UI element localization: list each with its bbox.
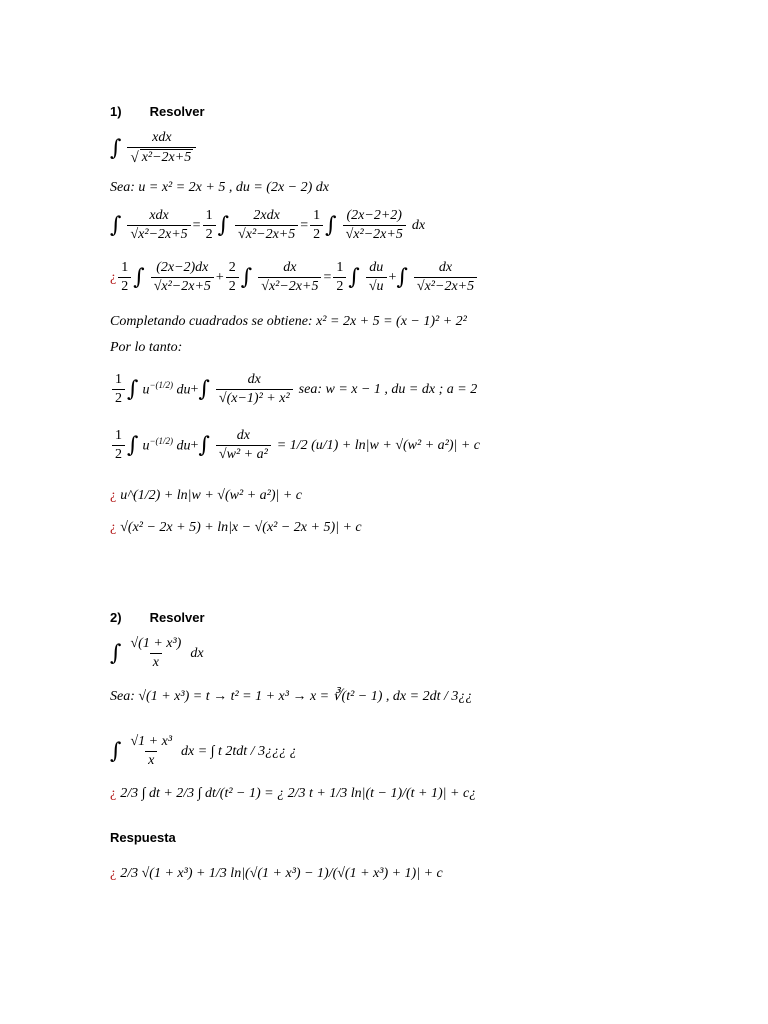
p2-step-2: ¿ 2/3 ∫ dt + 2/3 ∫ dt/(t² − 1) = ¿ 2/3 t + 1/3 ln|(t − 1)/(t + 1)| + c¿ <box>110 786 477 801</box>
answer-heading: Respuesta <box>110 830 176 845</box>
p1-integral-numerator: xdx <box>152 130 172 145</box>
p1-step-d: $\frac{1}{2}$ ∫ $u^{-(1/2)}$ du + ∫ $\frac{dx}{\text{√w² + a²}}$ = 1/2 (u/1) + ln|w + √(w² + a²)| + c <box>110 428 480 463</box>
p1-completing-squares: Completando cuadrados se obtiene: x² = 2x + 5 = (x − 1)² + 2² <box>110 314 467 329</box>
p2-integral-denominator: x <box>150 653 162 671</box>
p1-integral: ∫ xdx √ x²−2x+5 <box>110 130 198 167</box>
problem-number: 1) <box>110 104 122 119</box>
p1-therefore: Por lo tanto: <box>110 340 183 355</box>
p1-final-1: ¿ u^(1/2) + ln|w + √(w² + a²)| + c <box>110 488 303 503</box>
p1-step-d-result: = 1/2 (u/1) + ln|w + √(w² + a²)| + c <box>276 437 481 453</box>
p1-step-c: $\frac{1}{2}$ ∫ $u^{-(1/2)}$ du + ∫ $\frac{dx}{\text{√(x−1)² + x²}}$ sea: w = x − 1 , du = dx ; a = 2 <box>110 372 477 407</box>
problem-number: 2) <box>110 610 122 625</box>
p1-step-b: ¿ $\frac{1}{2}$ ∫ $\frac{(2x-2)dx}{\text{√x²−2x+5}}$ + $\frac{2}{2}$ ∫ $\frac{dx}{\text{√x²−2x+5}}$ = $\frac{1}{2}$ ∫ $\frac{du}{√u}$ + ∫ $\frac{dx}{\text{√x²−2x+5}}$ <box>110 260 479 295</box>
problem-label: Resolver <box>149 104 205 119</box>
p2-answer: ¿ 2/3 √(1 + x³) + 1/3 ln|(√(1 + x³) − 1)/(√(1 + x³) + 1)| + c <box>110 866 443 881</box>
p1-substitution: Sea: u = x² = 2x + 5 , du = (2x − 2) dx <box>110 180 329 195</box>
p2-integral-numerator: √(1 + x³) <box>130 636 182 651</box>
p2-integral: ∫ $\frac{\text{√(1 + x³)}}{x}$ dx <box>110 636 204 670</box>
p2-substitution: Sea: √(1 + x³) = t → t² = 1 + x³ → x = ∛(t² − 1) , dx = 2dt / 3¿¿ <box>110 689 473 704</box>
p1-integral-radicand: x²−2x+5 <box>141 150 192 165</box>
p1-step-a-dx: dx <box>411 217 426 233</box>
problem-2-heading <box>110 610 205 625</box>
p1-step-b-marker: ¿ <box>110 269 117 285</box>
p1-final-2: ¿ √(x² − 2x + 5) + ln|x − √(x² − 2x + 5)| + c <box>110 520 362 535</box>
p1-step-a: ∫ $\frac{\text{xdx}}{\text{√x²−2x+5}}$ = $\frac{1}{2}$ ∫ $\frac{\text{2xdx}}{\text{√x²−2x+5}}$ = $\frac{1}{2}$ ∫ $\frac{(2x-2+2)}{\text{√x²−2x+5}}$ dx <box>110 208 426 242</box>
problem-1-heading <box>110 104 205 119</box>
problem-label: Resolver <box>149 610 205 625</box>
p2-step-1: ∫ $\frac{\text{√1 + x³}}{x}$ dx = ∫ t 2tdt / 3¿¿¿ ¿ <box>110 734 297 768</box>
p1-second-substitution: sea: w = x − 1 , du = dx ; a = 2 <box>298 381 478 397</box>
